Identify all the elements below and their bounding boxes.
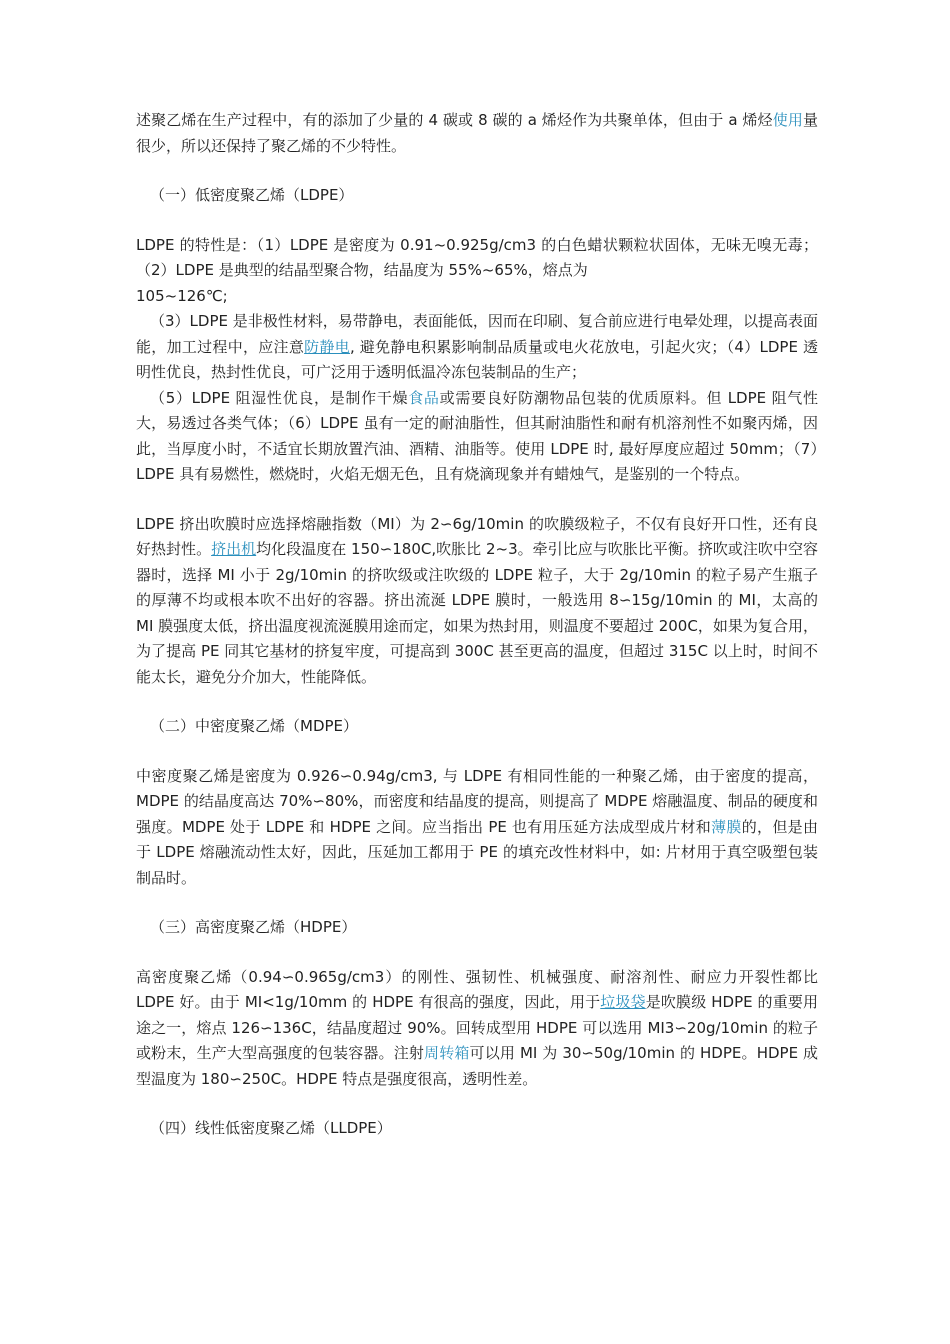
section-heading-hdpe: （三）高密度聚乙烯（HDPE） (150, 918, 357, 936)
document-page (136, 108, 818, 1142)
section-heading-ldpe: （一）低密度聚乙烯（LDPE） (150, 186, 354, 204)
mdpe-paragraph: 中密度聚乙烯是密度为 0.926∽0.94g/cm3, 与 LDPE 有相同性能的一种聚乙烯，由于密度的提高，MDPE 的结晶度高达 70%∽80%，而密度和结晶度的提高，则提高了 MDPE 熔融温度、制品的硬度和强度。MDPE 处于 LDPE 和 HDPE 之间。应当指出 PE 也有用压延方法成型成片材和薄膜的，但是由于 LDPE 熔融流动性太好，因此，压延加工都用于 PE 的填充改性材料中，如: 片材用于真空吸塑包装制品时。 (136, 766, 818, 887)
ldpe-properties-paragraph-3: （5）LDPE 阻湿性优良，是制作干燥食品或需要良好防潮物品包装的优质原料。但 LDPE 阻气性大，易透过各类气体；（6）LDPE 虽有一定的耐油脂性，但其耐油脂性和耐有机溶剂性不如聚丙烯，因此，当厚度小时，不适宜长期放置汽油、酒精、油脂等。使用 LDPE 时, 最好厚度应超过 50mm；（7）LDPE 具有易燃性，燃烧时，火焰无烟无色，且有烧滴现象并有蜡烛气，是鉴别的一个特点。 (136, 388, 818, 483)
link-film[interactable]: 薄膜 (711, 817, 742, 836)
link-turnover-box[interactable]: 周转箱 (424, 1044, 470, 1062)
section-heading-lldpe: （四）线性低密度聚乙烯（LLDPE） (150, 1119, 392, 1137)
link-garbage-bag[interactable]: 垃圾袋 (600, 993, 646, 1011)
intro-paragraph: 述聚乙烯在生产过程中，有的添加了少量的 4 碳或 8 碳的 a 烯烃作为共聚单体，但由于 a 烯烃使用量很少，所以还保持了聚乙烯的不少特性。 (136, 111, 818, 155)
link-food[interactable]: 食品 (408, 388, 440, 407)
ldpe-properties-paragraph-2: （3）LDPE 是非极性材料，易带静电，表面能低，因而在印刷、复合前应进行电晕处理，以提高表面能，加工过程中，应注意防静电, 避免静电积累影响制品质量或电火花放电，引起火灾；（4）LDPE 透明性优良，热封性优良，可广泛用于透明低温冷冻包装制品的生产； (136, 312, 818, 381)
ldpe-processing-paragraph: LDPE 挤出吹膜时应选择熔融指数（MI）为 2∽6g/10min 的吹膜级粒子，不仅有良好开口性，还有良好热封性。挤出机均化段温度在 150∽180C,吹胀比 2~3。牵引比应与吹胀比平衡。挤吹或注吹中空容器时，选择 MI 小于 2g/10min 的挤吹级或注吹级的 LDPE 粒子，大于 2g/10min 的粒子易产生瓶子的厚薄不均或根本吹不出好的容器。挤出流涎 LDPE 膜时，一般选用 8∽15g/10min 的 MI，太高的 MI 膜强度太低，挤出温度视流涎膜用途而定，如果为热封用，则温度不要超过 200C，如果为复合用，为了提高 PE 同其它基材的挤复牢度，可提高到 300C 甚至更高的温度，但超过 315C 以上时，时间不能太长，避免分介加大，性能降低。 (136, 514, 818, 686)
link-usage[interactable]: 使用 (772, 111, 803, 129)
ldpe-properties-paragraph: LDPE 的特性是：（1）LDPE 是密度为 0.91~0.925g/cm3 的白色蜡状颗粒状固体，无味无嗅无毒；（2）LDPE 是典型的结晶型聚合物，结晶度为 55%~65%，熔点为 105~126℃; (136, 235, 818, 305)
hdpe-paragraph: 高密度聚乙烯（0.94∽0.965g/cm3）的刚性、强韧性、机械强度、耐溶剂性、耐应力开裂性都比 LDPE 好。由于 MI<1g/10mm 的 HDPE 有很高的强度，因此，用于垃圾袋是吹膜级 HDPE 的重要用途之一，熔点 126∽136C，结晶度超过 90%。回转成型用 HDPE 可以选用 MI3∽20g/10min 的粒子或粉末，生产大型高强度的包装容器。注射周转箱可以用 MI 为 30∽50g/10min 的 HDPE。HDPE 成型温度为 180∽250C。HDPE 特点是强度很高，透明性差。 (136, 967, 818, 1088)
link-antistatic[interactable]: 防静电 (304, 337, 350, 356)
section-heading-mdpe: （二）中密度聚乙烯（MDPE） (150, 717, 359, 735)
link-extruder[interactable]: 挤出机 (211, 540, 257, 558)
